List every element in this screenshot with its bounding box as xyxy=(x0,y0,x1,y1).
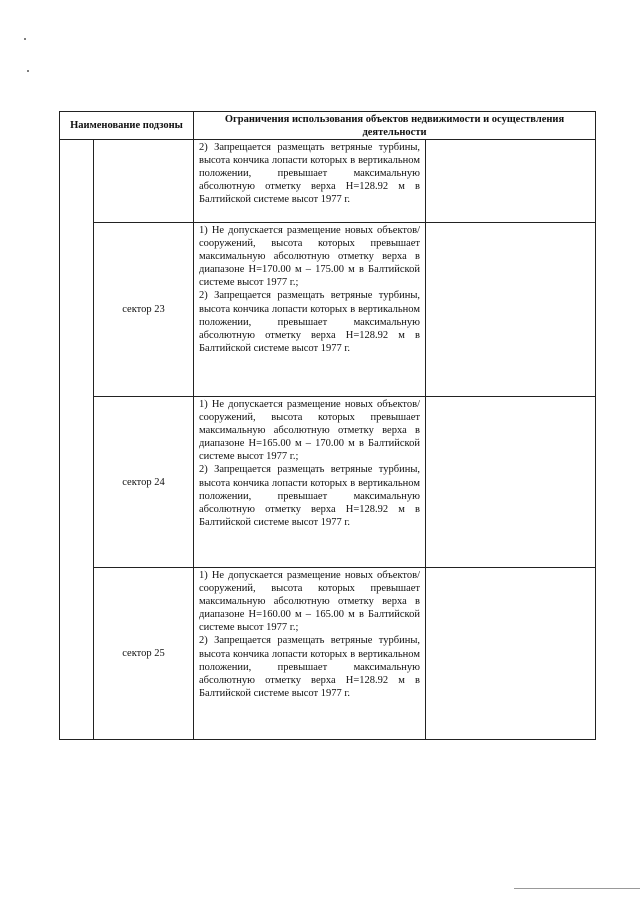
blank-cell xyxy=(426,223,596,397)
restriction-paragraph: 2) Запрещается размещать ветряные турбины, высота кончика лопасти которых в вертикальном положении, превышает максимальную абсолютную отметку верха H=128.92 м в Балтийской системе высот 1977 г. xyxy=(199,142,420,206)
scan-edge-line xyxy=(514,888,640,889)
restriction-text xyxy=(194,568,426,740)
scan-speck xyxy=(24,38,26,40)
restriction-text xyxy=(194,223,426,397)
table-row xyxy=(60,223,596,397)
restriction-paragraph: 1) Не допускается размещение новых объектов/сооружений, высота которых превышает максимальную абсолютную отметку верха в диапазоне H=170.00 м – 175.00 м в Балтийской системе высот 1977 г.; xyxy=(199,225,420,289)
restrictions-table xyxy=(59,111,596,740)
restriction-text xyxy=(194,140,426,223)
sector-name: сектор 24 xyxy=(94,397,194,568)
header-subzone-name: Наименование подзоны xyxy=(60,112,194,140)
restriction-text xyxy=(194,397,426,568)
table-header-row xyxy=(60,112,596,140)
blank-cell xyxy=(426,397,596,568)
restriction-paragraph: 1) Не допускается размещение новых объектов/сооружений, высота которых превышает максимальную абсолютную отметку верха в диапазоне H=165.00 м – 170.00 м в Балтийской системе высот 1977 г.; xyxy=(199,399,420,463)
sector-name: сектор 25 xyxy=(94,568,194,740)
blank-cell xyxy=(426,140,596,223)
restriction-paragraph: 2) Запрещается размещать ветряные турбины, высота кончика лопасти которых в вертикальном положении, превышает максимальную абсолютную отметку верха H=128.92 м в Балтийской системе высот 1977 г. xyxy=(199,464,420,528)
restriction-paragraph: 2) Запрещается размещать ветряные турбины, высота кончика лопасти которых в вертикальном положении, превышает максимальную абсолютную отметку верха H=128.92 м в Балтийской системе высот 1977 г. xyxy=(199,290,420,354)
table-row xyxy=(60,140,596,223)
blank-cell xyxy=(426,568,596,740)
restriction-paragraph: 2) Запрещается размещать ветряные турбины, высота кончика лопасти которых в вертикальном положении, превышает максимальную абсолютную отметку верха H=128.92 м в Балтийской системе высот 1977 г. xyxy=(199,635,420,699)
group-cell xyxy=(60,140,94,740)
sector-name: сектор 23 xyxy=(94,223,194,397)
table-row xyxy=(60,568,596,740)
restriction-paragraph: 1) Не допускается размещение новых объектов/сооружений, высота которых превышает максимальную абсолютную отметку верха в диапазоне H=160.00 м – 165.00 м в Балтийской системе высот 1977 г.; xyxy=(199,570,420,634)
sector-name xyxy=(94,140,194,223)
header-restrictions: Ограничения использования объектов недвижимости и осуществления деятельности xyxy=(194,112,596,140)
scan-speck xyxy=(27,70,29,72)
table-row xyxy=(60,397,596,568)
